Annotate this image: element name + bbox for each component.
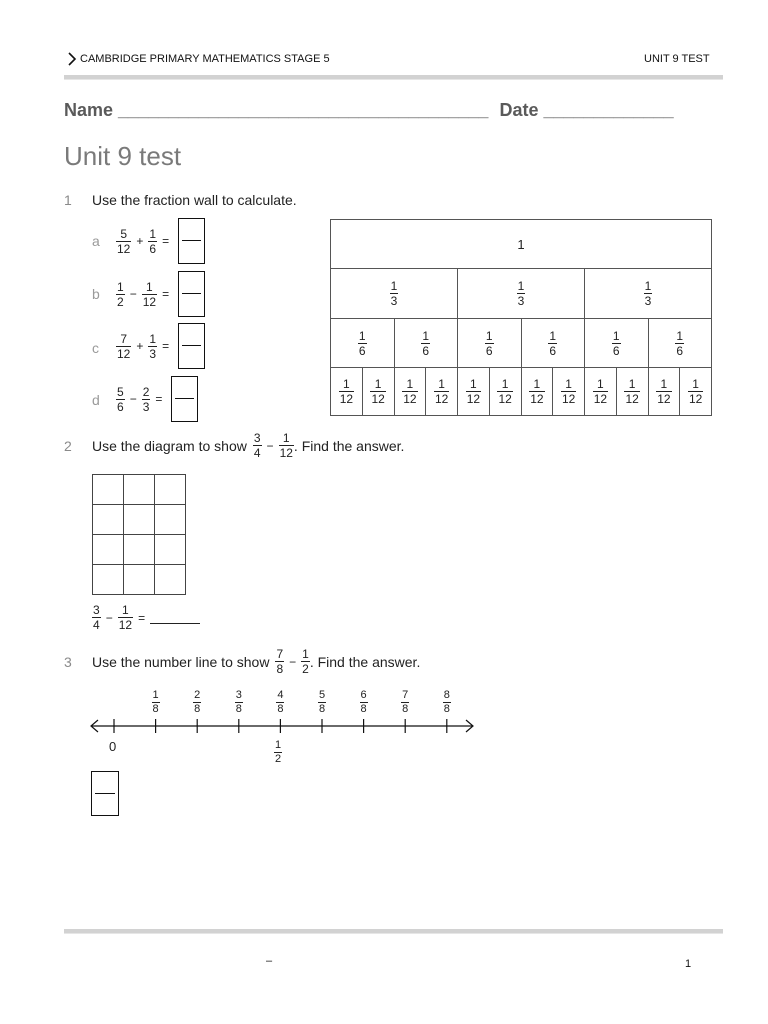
- grid-cell[interactable]: [155, 535, 186, 565]
- grid-cell[interactable]: [124, 535, 155, 565]
- fraction: $\frac{7}{12}$: [117, 331, 131, 361]
- number-line-half-label: $\frac{1}{2}$: [275, 739, 282, 765]
- page-title: Unit 9 test: [64, 141, 182, 171]
- wall-twelfth: $\frac{1}{12}$: [362, 368, 394, 416]
- wall-twelfth: $\frac{1}{12}$: [489, 368, 521, 416]
- answer-box-d[interactable]: [171, 376, 198, 422]
- wall-sixth: $\frac{1}{6}$: [648, 319, 712, 368]
- footer-rule: [64, 929, 723, 934]
- shading-grid[interactable]: [92, 474, 186, 595]
- wall-twelfth: $\frac{1}{12}$: [394, 368, 426, 416]
- name-line: [64, 100, 674, 121]
- number-line-eighth-label: $\frac{1}{8}$: [152, 689, 159, 715]
- name-blank[interactable]: _____________________________________: [118, 100, 489, 120]
- q1-part-a-expression: $\frac{5}{12}$ + $\frac{1}{6}$ =: [116, 218, 205, 264]
- fraction-wall: [330, 219, 712, 416]
- grid-cell[interactable]: [93, 535, 124, 565]
- grid-cell[interactable]: [124, 565, 155, 595]
- page-number: 1: [685, 958, 692, 970]
- answer-box-b[interactable]: [178, 271, 205, 317]
- q1-text: Use the fraction wall to calculate.: [92, 192, 297, 208]
- fraction: $\frac{7}{8}$: [276, 647, 284, 676]
- number-line-eighth-label: $\frac{6}{8}$: [360, 689, 367, 715]
- date-blank[interactable]: _____________: [543, 100, 674, 120]
- q3-answer-box[interactable]: [91, 771, 119, 816]
- q1-part-c-label: c: [92, 340, 99, 356]
- grid-cell[interactable]: [155, 505, 186, 535]
- fraction: $\frac{1}{2}$: [117, 279, 124, 309]
- wall-sixth: $\frac{1}{6}$: [331, 319, 395, 368]
- wall-sixth: $\frac{1}{6}$: [458, 319, 522, 368]
- fraction: $\frac{3}{4}$: [93, 603, 100, 632]
- q1-part-d-label: d: [92, 392, 100, 408]
- q1-number: 1: [64, 192, 72, 208]
- number-line-zero-label: 0: [109, 739, 117, 754]
- grid-cell[interactable]: [93, 565, 124, 595]
- fraction: $\frac{1}{3}$: [149, 331, 157, 361]
- q1-part-a-label: a: [92, 233, 100, 249]
- q2-text: Use the diagram to show $\frac{3}{4}$ − $\frac{1}{12}$ . Find the answer.: [92, 431, 405, 460]
- header-chevron-icon: [66, 51, 78, 67]
- fraction: $\frac{5}{6}$: [117, 384, 124, 414]
- wall-twelfth: $\frac{1}{12}$: [426, 368, 458, 416]
- wall-twelfth: $\frac{1}{12}$: [648, 368, 680, 416]
- fraction: $\frac{1}{2}$: [302, 647, 309, 676]
- fraction: $\frac{1}{12}$: [279, 431, 293, 460]
- fraction: $\frac{1}{12}$: [118, 603, 133, 632]
- q3-text: Use the number line to show $\frac{7}{8}$ − $\frac{1}{2}$ . Find the answer.: [92, 647, 421, 676]
- number-line-eighth-label: $\frac{4}{8}$: [277, 689, 284, 715]
- q1-part-b-label: b: [92, 286, 100, 302]
- wall-twelfth: $\frac{1}{12}$: [616, 368, 648, 416]
- wall-twelfth: $\frac{1}{12}$: [521, 368, 553, 416]
- wall-sixth: $\frac{1}{6}$: [521, 319, 585, 368]
- number-line-eighth-label: $\frac{8}{8}$: [443, 689, 450, 715]
- fraction: $\frac{5}{12}$: [117, 226, 131, 256]
- wall-third: $\frac{1}{3}$: [585, 269, 712, 319]
- q1-part-c-expression: $\frac{7}{12}$ + $\frac{1}{3}$ =: [116, 323, 205, 369]
- wall-third: $\frac{1}{3}$: [458, 269, 585, 319]
- wall-twelfth: $\frac{1}{12}$: [585, 368, 617, 416]
- number-line-eighth-label: $\frac{2}{8}$: [194, 689, 201, 715]
- fraction: $\frac{3}{4}$: [253, 431, 261, 460]
- q1-part-b-expression: $\frac{1}{2}$ − $\frac{1}{12}$ =: [116, 271, 205, 317]
- answer-box-a[interactable]: [178, 218, 205, 264]
- wall-sixth: $\frac{1}{6}$: [394, 319, 458, 368]
- wall-twelfth: $\frac{1}{12}$: [680, 368, 712, 416]
- grid-cell[interactable]: [124, 505, 155, 535]
- name-label: Name: [64, 100, 114, 120]
- number-line-eighth-label: $\frac{7}{8}$: [402, 689, 409, 715]
- number-line-eighth-label: $\frac{5}{8}$: [318, 689, 326, 715]
- wall-twelfth: $\frac{1}{12}$: [458, 368, 490, 416]
- q1-part-d-expression: $\frac{5}{6}$ − $\frac{2}{3}$ =: [116, 376, 198, 422]
- wall-twelfth: $\frac{1}{12}$: [331, 368, 363, 416]
- number-line: [86, 715, 478, 737]
- header-unit-label: UNIT 9 TEST: [644, 53, 710, 65]
- q2-number: 2: [64, 438, 72, 454]
- q2-answer-expression: $\frac{3}{4}$ − $\frac{1}{12}$ =: [92, 603, 200, 632]
- header-course-title: CAMBRIDGE PRIMARY MATHEMATICS STAGE 5: [80, 53, 330, 65]
- fraction: $\frac{2}{3}$: [142, 384, 150, 414]
- fraction: $\frac{1}{6}$: [149, 226, 157, 256]
- grid-cell[interactable]: [155, 475, 186, 505]
- answer-box-c[interactable]: [178, 323, 205, 369]
- q3-number: 3: [64, 654, 72, 670]
- grid-cell[interactable]: [155, 565, 186, 595]
- grid-cell[interactable]: [124, 475, 155, 505]
- wall-sixth: $\frac{1}{6}$: [585, 319, 649, 368]
- grid-cell[interactable]: [93, 475, 124, 505]
- q2-answer-blank[interactable]: [150, 611, 200, 624]
- wall-third: $\frac{1}{3}$: [331, 269, 458, 319]
- number-line-eighth-label: $\frac{3}{8}$: [235, 689, 242, 715]
- wall-whole: 1: [331, 220, 712, 269]
- wall-twelfth: $\frac{1}{12}$: [553, 368, 585, 416]
- fraction: $\frac{1}{12}$: [142, 279, 157, 309]
- grid-cell[interactable]: [93, 505, 124, 535]
- header-rule: [64, 75, 723, 80]
- date-label: Date: [499, 100, 539, 120]
- footer-center-mark: –: [266, 955, 273, 967]
